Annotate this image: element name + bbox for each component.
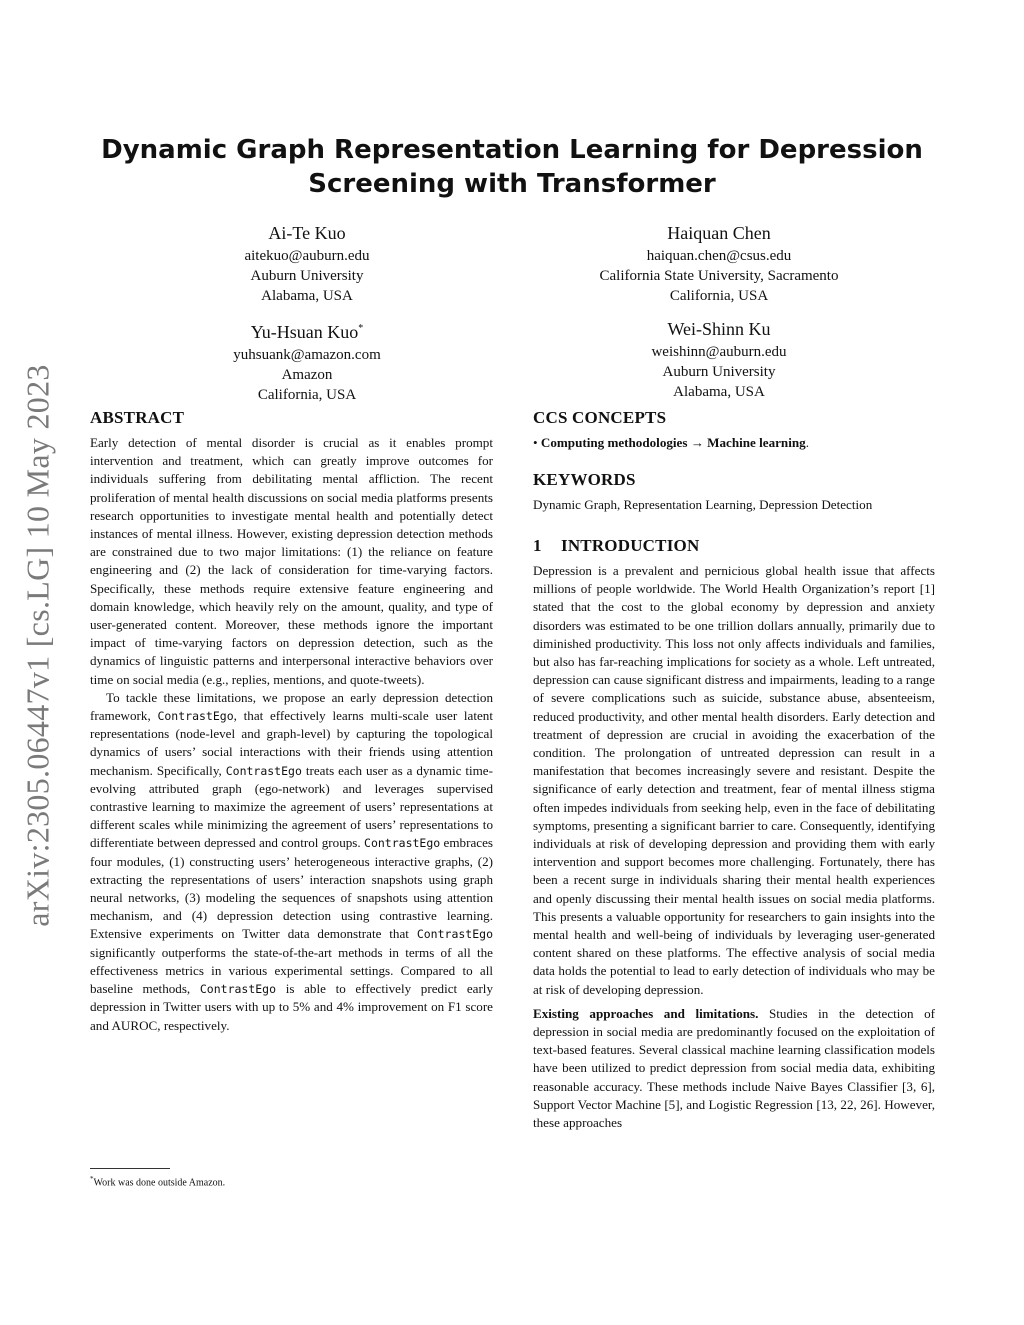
author-location: California, USA [669, 288, 769, 304]
author-affiliation: Amazon [281, 367, 333, 383]
author-email: weishinn@auburn.edu [651, 344, 787, 360]
author-affiliation: Auburn University [662, 364, 776, 380]
author-email: haiquan.chen@csus.edu [646, 248, 792, 264]
method-name: ContrastEgo [225, 763, 302, 778]
footnote-mark: * [90, 1175, 94, 1183]
author-email: yuhsuank@amazon.com [233, 347, 381, 363]
author-name: Wei-Shinn Ku [667, 319, 771, 339]
author-block-2 [549, 220, 889, 306]
method-name: ContrastEgo [416, 927, 493, 942]
ccs-concept: • Computing methodologies → Machine learning. [533, 435, 809, 450]
author-footnote-mark: * [358, 323, 364, 334]
author-name: Ai-Te Kuo [268, 223, 346, 243]
author-affiliation: Auburn University [250, 268, 364, 284]
footnote-rule [90, 1168, 170, 1169]
author-location: California, USA [257, 387, 357, 403]
paper-title: Dynamic Graph Representation Learning for Depression Screening with Transformer [101, 135, 923, 199]
introduction-paragraph-2: Existing approaches and limitations. Studies in the detection of depression in social media are predominantly focused on the exploitation of text-based features. Several classical machine learning classification models have been utilized to predict depression from social media data, exhibiting reasonable accuracy. These methods include Naive Bayes Classifier [3, 6], Support Vector Machine [5], and Logistic Regression [13, 22, 26]. However, these approaches [533, 1005, 935, 1131]
footnote [90, 1173, 225, 1189]
author-location: Alabama, USA [673, 384, 765, 400]
ccs-heading: CCS CONCEPTS [533, 408, 667, 427]
abstract-paragraph-1: Early detection of mental disorder is crucial as it enables prompt intervention and treatment, which can greatly improve outcomes for individuals suffering from debilitating mental affliction. The recent proliferation of mental health discussions on social media platforms presents research opportunities to investigate mental health and potentially detect instances of mental illness. However, existing depression detection methods are constrained due to two major limitations: (1) the reliance on feature engineering and (2) the lack of consideration for time-varying factors. Specifically, these methods require extensive feature engineering and domain knowledge, which heavily rely on the amount, quality, and type of user-generated content. Moreover, these methods ignore the important impact of time-varying factors on depression detection, such as the dynamics of linguistic patterns and interpersonal interactive behaviors over time on social media (e.g., replies, mentions, and quote-tweets). [90, 435, 493, 687]
author-affiliation: California State University, Sacramento [599, 268, 839, 284]
keywords-heading: KEYWORDS [533, 470, 636, 489]
paragraph-lead: Existing approaches and limitations. [533, 1005, 759, 1021]
abstract-heading: ABSTRACT [90, 408, 185, 427]
method-name: ContrastEgo [364, 836, 441, 851]
method-name: ContrastEgo [157, 709, 234, 724]
section-number: 1 [533, 536, 542, 555]
method-name: ContrastEgo [199, 982, 277, 997]
keywords-list: Dynamic Graph, Representation Learning, Depression Detection [533, 497, 873, 512]
arxiv-stamp [14, 345, 62, 945]
left-column [90, 408, 493, 1035]
author-block-3 [137, 316, 477, 405]
author-block-1 [137, 220, 477, 306]
author-name: Yu-Hsuan Kuo [250, 322, 359, 342]
introduction-heading: 1 INTRODUCTION [533, 536, 700, 555]
arxiv-id: arXiv:2305.06447v1 [cs.LG] 10 May 2023 [19, 363, 56, 927]
author-email: aitekuo@auburn.edu [244, 248, 370, 264]
author-block-4 [549, 316, 889, 402]
footnote-text: Work was done outside Amazon. [93, 1177, 226, 1189]
author-name: Haiquan Chen [667, 223, 771, 243]
abstract-paragraph-2: To tackle these limitations, we propose an early depression detection framework, ContrastEgo, that effectively learns multi-scale user latent representations (node-level and graph-level) by capturing the topological dynamics of users’ social interactions with their friends using attention mechanism. Specifically, ContrastEgo treats each user as a dynamic time-evolving attributed graph (ego-network) and leverages supervised contrastive learning to maximize the agreement of users’ representations at different scales while minimizing the agreement of users’ representations to differentiate between depressed and control groups. ContrastEgo embraces four modules, (1) constructing users’ heterogeneous interactive graphs, (2) extracting the representations of users’ interaction snapshots using graph neural networks, (3) modeling the sequences of snapshots using attention mechanism, and (4) depression detection using contrastive learning. Extensive experiments on Twitter data demonstrate that ContrastEgo significantly outperforms the state-of-the-art methods in terms of all the effectiveness metrics in various experimental settings. Compared to all baseline methods, ContrastEgo is able to effectively predict early depression in Twitter users with up to 5% and 4% improvement on F1 score and AUROC, respectively. [90, 689, 493, 1033]
right-column [533, 408, 935, 1132]
introduction-paragraph-1: Depression is a prevalent and pernicious global health issue that affects millions of people worldwide. The World Health Organization’s report [1] stated that the cost to the global economy by depression and anxiety disorders was estimated to be one trillion dollars annually, primarily due to diminished productivity. This loss not only affects individuals and families, but also has far-reaching implications for society as a whole. Left untreated, depression can cause significant distress and impairments, leading to a range of severe complications such as suicide, substance abuse, absenteeism, reduced productivity, and other mental health disorders. Early detection and treatment of depression are crucial in avoiding the exacerbation of the condition. The prolongation of untreated depression can result in a manifestation that becomes increasingly severe and resistant. Despite the significance of early detection and treatment, fear of mental illness stigma often impedes individuals from seeking help, even in the face of debilitating symptoms, presenting a significant barrier to care. Consequently, identifying individuals at risk of developing depression and providing them with early intervention and support becomes more challenging. Fortunately, there has been a recent surge in individuals sharing their mental health experiences and openly discussing their mental health issues on social media platforms. This presents a valuable opportunity for researchers to gain insights into the mental health and well-being of individuals by leveraging user-generated content shared on these platforms. The effective analysis of social media data holds the potential to lead to early detection of individuals who may be at risk of developing depression. [533, 563, 935, 997]
author-location: Alabama, USA [261, 288, 353, 304]
